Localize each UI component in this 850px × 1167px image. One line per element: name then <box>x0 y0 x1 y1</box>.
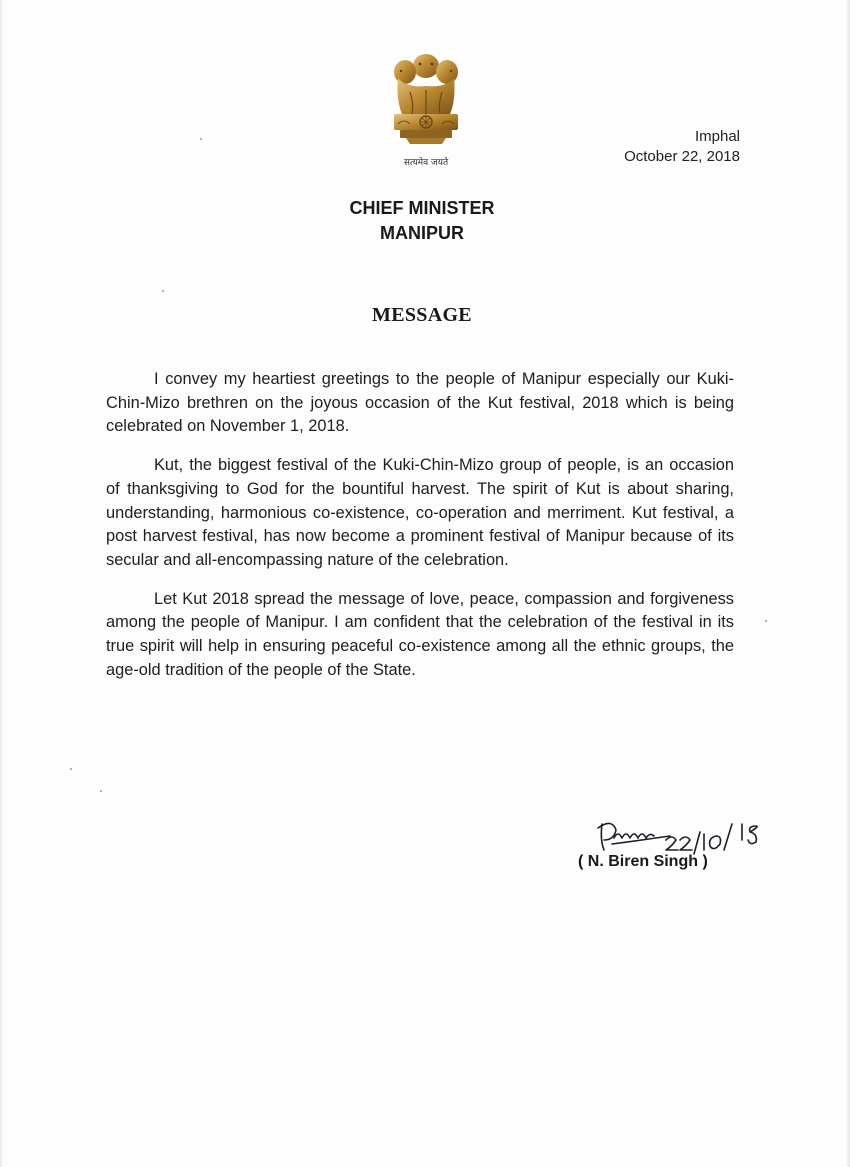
office-heading <box>0 196 844 246</box>
national-emblem-icon <box>376 52 476 168</box>
scan-edge <box>846 0 850 1167</box>
place-date-block <box>624 127 740 167</box>
scan-speck <box>162 290 164 292</box>
scan-speck <box>765 620 767 622</box>
letter-date: October 22, 2018 <box>624 148 740 165</box>
emblem-graphic <box>376 52 476 156</box>
signer-name: ( N. Biren Singh ) <box>578 853 708 870</box>
message-heading: MESSAGE <box>372 304 472 326</box>
scan-speck <box>70 768 72 770</box>
office-state: MANIPUR <box>380 223 464 243</box>
message-paragraph: Kut, the biggest festival of the Kuki-Chin-Mizo group of people, is an occasion of thanksgiving to God for the bountiful harvest. The spirit of Kut is about sharing, understanding, harmonious co-existence, co-operation and merriment. Kut festival, a post harvest festival, has now become a prominent festival of Manipur because of its secular and all-encompassing nature of the celebration. <box>106 456 734 569</box>
scan-edge <box>0 0 3 1167</box>
emblem-motto: सत्यमेव जयते <box>403 158 449 168</box>
scan-speck <box>100 790 102 792</box>
message-paragraph: Let Kut 2018 spread the message of love, peace, compassion and forgiveness among the people of Manipur. I am confident that the celebration of the festival in its true spirit will help in ensuring peaceful co-existence among all the ethnic groups, the age-old tradition of the people of the State. <box>106 589 734 679</box>
message-body <box>106 368 734 697</box>
letter-place: Imphal <box>694 128 740 145</box>
office-title: CHIEF MINISTER <box>349 198 495 218</box>
message-paragraph: I convey my heartiest greetings to the people of Manipur especially our Kuki-Chin-Mizo brethren on the joyous occasion of the Kut festival, 2018 which is being celebrated on November 1, 2018. <box>106 370 734 436</box>
scan-speck <box>200 138 202 140</box>
